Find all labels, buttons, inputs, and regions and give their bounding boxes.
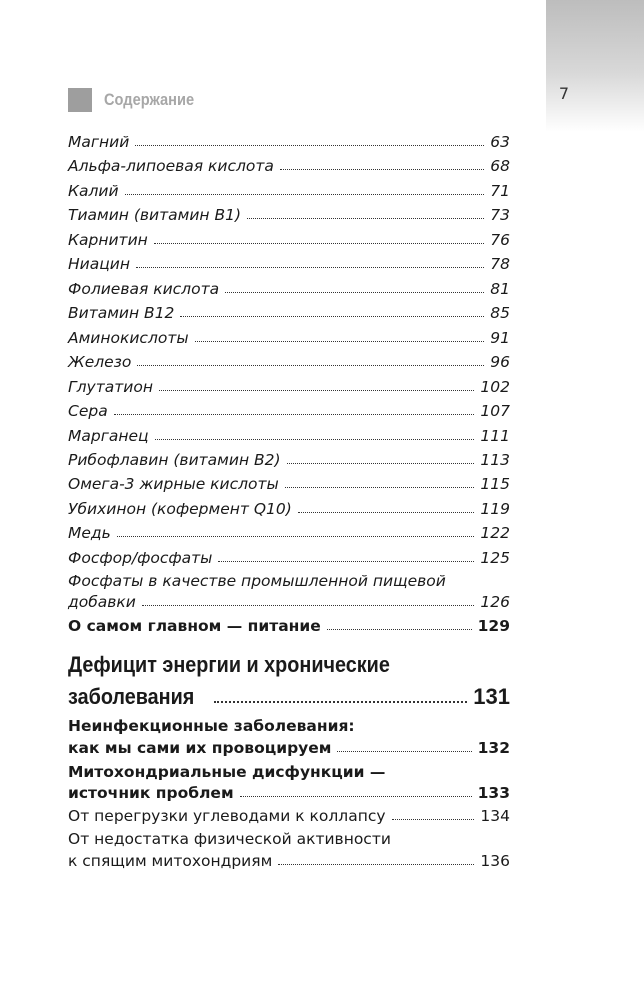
toc-entry-page: 76 (490, 230, 510, 249)
toc-entry-page: 102 (480, 377, 510, 396)
subsection-title-line2: к спящим митохондриям (68, 851, 273, 870)
toc-entry-title: Глутатион (68, 377, 153, 396)
toc-leader-dots (155, 425, 475, 440)
toc-leader-dots (136, 253, 484, 268)
toc-entry-title: Омега-3 жирные кислоты (68, 474, 279, 493)
toc-leader-dots (214, 681, 467, 703)
toc-leader-dots (298, 498, 475, 513)
toc-entry-title: Убихинон (кофермент Q10) (68, 499, 292, 518)
toc-entry-page: 129 (477, 616, 510, 635)
toc-entry[interactable] (68, 156, 510, 175)
toc-section[interactable] (68, 783, 510, 802)
toc-leader-dots (142, 591, 475, 606)
toc-entry[interactable] (68, 181, 510, 200)
toc-entry-title: Витамин В12 (68, 303, 175, 322)
toc-entry[interactable] (68, 303, 510, 322)
toc-leader-dots (247, 204, 484, 219)
toc-leader-dots (392, 805, 475, 820)
toc-leader-dots (180, 302, 484, 317)
page-number: 7 (558, 84, 570, 103)
toc-entry[interactable] (68, 279, 510, 298)
toc-entry-title: Карнитин (68, 230, 148, 249)
toc-entry-page: 111 (480, 426, 510, 445)
header-title: Содержание (104, 90, 195, 109)
toc-entry[interactable] (68, 205, 510, 224)
toc-entry[interactable] (68, 401, 510, 420)
toc-entry-title: Фосфор/фосфаты (68, 548, 213, 567)
toc-entry[interactable] (68, 499, 510, 518)
toc-entry[interactable] (68, 377, 510, 396)
subsection-title: От перегрузки углеводами к коллапсу (68, 806, 386, 825)
toc-entry-page: 78 (490, 254, 510, 273)
toc-entry-page: 73 (490, 205, 510, 224)
toc-leader-dots (280, 155, 484, 170)
chapter-heading-line1[interactable] (68, 652, 510, 678)
toc-leader-dots (137, 351, 484, 366)
toc-leader-dots (337, 737, 471, 752)
toc-entry-title: Магний (68, 132, 130, 151)
toc-entry[interactable] (68, 592, 510, 611)
toc-leader-dots (117, 522, 475, 537)
toc-entry-title: О самом главном — питание (68, 616, 321, 635)
toc-entry-page: 68 (490, 156, 510, 175)
chapter-page: 131 (473, 683, 510, 709)
toc-entry-title: Медь (68, 523, 111, 542)
toc-entry-page: 115 (480, 474, 510, 493)
section-title-line1[interactable]: Митохондриальные дисфункции — (68, 763, 386, 781)
toc-entry-title: Железо (68, 352, 132, 371)
toc-entry[interactable] (68, 132, 510, 151)
chapter-title-line2: заболевания (68, 683, 195, 709)
toc-leader-dots (327, 615, 472, 630)
toc-leader-dots (159, 376, 474, 391)
subsection-page: 134 (480, 806, 510, 825)
toc-entry-title: Сера (68, 401, 108, 420)
toc-entry-page: 125 (480, 548, 510, 567)
section-title-line2: как мы сами их провоцируем (68, 738, 332, 757)
toc-entry-title: Калий (68, 181, 119, 200)
toc-entry[interactable] (68, 328, 510, 347)
toc-entry-main[interactable] (68, 616, 510, 635)
chapter-title-line1: Дефицит энергии и хронические (68, 652, 390, 677)
toc-entry-title: Альфа-липоевая кислота (68, 156, 274, 175)
toc-leader-dots (225, 278, 484, 293)
toc-entry-page: 107 (480, 401, 510, 420)
toc-leader-dots (278, 850, 474, 865)
toc-leader-dots (154, 229, 484, 244)
subsection-page: 136 (480, 851, 510, 870)
section-page: 132 (477, 738, 510, 757)
toc-entry[interactable] (68, 352, 510, 371)
toc-subsection[interactable] (68, 851, 510, 870)
toc-entry-title-line1[interactable]: Фосфаты в качестве промышленной пищевой (68, 572, 446, 590)
toc-entry[interactable] (68, 450, 510, 469)
section-page: 133 (477, 783, 510, 802)
section-title-line2: источник проблем (68, 783, 234, 802)
toc-entry[interactable] (68, 426, 510, 445)
toc-leader-dots (195, 327, 485, 342)
toc-section[interactable] (68, 738, 510, 757)
toc-entry-title: Тиамин (витамин В1) (68, 205, 242, 224)
toc-leader-dots (114, 400, 475, 415)
toc-leader-dots (218, 547, 474, 562)
running-header (68, 88, 209, 112)
toc-entry-page: 96 (490, 352, 510, 371)
toc-entry[interactable] (68, 474, 510, 493)
header-square-mark (68, 88, 92, 112)
toc-entry-page: 71 (490, 181, 510, 200)
toc-entry-title: Рибофлавин (витамин В2) (68, 450, 281, 469)
toc-leader-dots (285, 473, 475, 488)
toc-entry[interactable] (68, 523, 510, 542)
toc-entry-title: Фолиевая кислота (68, 279, 220, 298)
toc-entry-page: 85 (490, 303, 510, 322)
toc-subsection[interactable] (68, 806, 510, 825)
toc-entry-title: Ниацин (68, 254, 130, 273)
toc-leader-dots (125, 180, 485, 195)
toc-leader-dots (287, 449, 475, 464)
toc-entry-page: 63 (490, 132, 510, 151)
toc-leader-dots (135, 131, 484, 146)
subsection-title-line1[interactable]: От недостатка физической активности (68, 830, 391, 848)
toc-entry[interactable] (68, 548, 510, 567)
section-title-line1[interactable]: Неинфекционные заболевания: (68, 717, 355, 735)
toc-entry-page: 126 (480, 592, 510, 611)
toc-entry-page: 122 (480, 523, 510, 542)
chapter-heading[interactable] (68, 682, 510, 710)
toc-entry-page: 113 (480, 450, 510, 469)
toc-entry-title: Марганец (68, 426, 149, 445)
toc-leader-dots (240, 782, 472, 797)
toc-entry-page: 81 (490, 279, 510, 298)
toc-entry-page: 119 (480, 499, 510, 518)
toc-entry-title-line2: добавки (68, 592, 136, 611)
page-tab-strip (546, 0, 644, 132)
toc-entry-title: Аминокислоты (68, 328, 189, 347)
toc-entry-page: 91 (490, 328, 510, 347)
toc-entry[interactable] (68, 230, 510, 249)
toc-entry[interactable] (68, 254, 510, 273)
